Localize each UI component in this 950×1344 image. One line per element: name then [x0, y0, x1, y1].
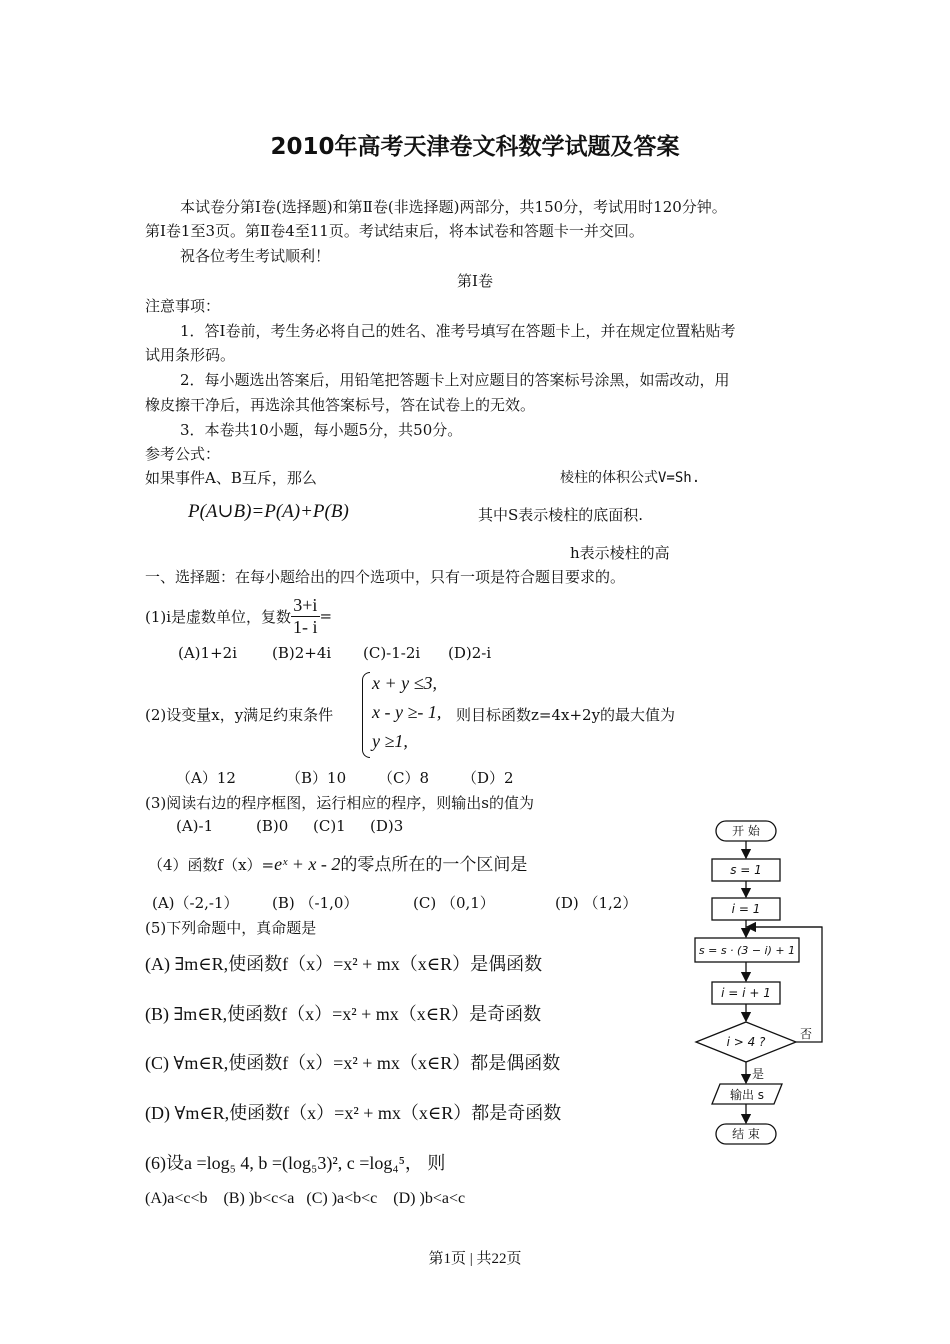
- q1-option-a: (A)1+2i: [178, 644, 237, 662]
- part-one-heading: 一、选择题：在每小题给出的四个选项中，只有一项是符合题目要求的。: [145, 568, 626, 586]
- q1-option-b: (B)2+4i: [272, 644, 332, 662]
- q5-option-d: (D) ∀m∈R,使函数f（x）=x² + mx（x∈R）都是奇函数: [145, 1103, 562, 1123]
- section-title: 第Ⅰ卷: [457, 272, 493, 290]
- q4-expression: eˣ + x - 2: [274, 854, 341, 874]
- q1-numerator: 3+i: [291, 595, 320, 617]
- q3-option-a: (A)-1: [176, 817, 214, 835]
- q2-constraint-2: x - y ≥- 1,: [372, 702, 442, 722]
- q1-equals: =: [319, 607, 333, 625]
- intro-line-2: 第Ⅰ卷1至3页。第Ⅱ卷4至11页。考试结束后，将本试卷和答题卡一并交回。: [145, 222, 644, 240]
- note-2b: 橡皮擦干净后，再选涂其他答案标号，答在试卷上的无效。: [145, 396, 536, 414]
- s-description: 其中S表示棱柱的底面积.: [478, 506, 644, 524]
- fc-incr-label: i = i + 1: [721, 986, 771, 1000]
- notes-heading: 注意事项：: [145, 297, 221, 315]
- events-text: 如果事件A、B互斥，那么: [145, 469, 317, 487]
- note-1b: 试用条形码。: [145, 346, 236, 364]
- note-1a: 1．答Ⅰ卷前，考生务必将自己的姓名、准考号填写在答题卡上，并在规定位置粘贴考: [180, 322, 736, 340]
- q5-option-a: (A) ∃m∈R,使函数f（x）=x² + mx（x∈R）是偶函数: [145, 954, 543, 974]
- fc-no-label: 否: [799, 1027, 813, 1041]
- fc-end-label: 结 束: [732, 1127, 760, 1141]
- q2-tail: 则目标函数z=4x+2y的最大值为: [456, 706, 676, 724]
- question-1: [145, 592, 332, 640]
- q4-option-d: (D) （1,2）: [555, 894, 638, 912]
- probability-formula: P(A∪B)=P(A)+P(B): [188, 501, 349, 522]
- q2-option-d: （D）2: [462, 769, 514, 787]
- q6-stem: (6)设a =log₅ 4, b =(log₅3)², c =log₄⁵， 则: [145, 1153, 446, 1173]
- q4-option-a: (A)（-2,-1）: [152, 894, 239, 912]
- q4-option-c: (C) （0,1）: [413, 894, 495, 912]
- q1-denominator: 1- i: [293, 616, 318, 637]
- page-footer: 第1页 | 共22页: [428, 1251, 522, 1267]
- q4-tail: 的零点所在的一个区间是: [340, 855, 528, 875]
- fc-output-label: 输出 s: [729, 1088, 765, 1102]
- q1-option-c: (C)-1-2i: [363, 644, 421, 662]
- q2-stem: (2)设变量x，y满足约束条件: [145, 706, 334, 724]
- q3-option-c: (C)1: [313, 817, 346, 835]
- prism-formula: 棱柱的体积公式V=Sh.: [560, 470, 701, 486]
- fc-yes-label: 是: [751, 1067, 765, 1081]
- fc-update-label: s = s · (3 − i) + 1: [698, 944, 796, 957]
- q2-constraint-3: y ≥1,: [372, 731, 408, 751]
- intro-line-3: 祝各位考生考试顺利！: [180, 247, 331, 265]
- question-4: [148, 850, 527, 875]
- h-description: h表示棱柱的高: [570, 544, 670, 562]
- program-flowchart: [690, 815, 830, 1155]
- q2-constraint-1: x + y ≤3,: [372, 673, 438, 693]
- note-2a: 2．每小题选出答案后，用铅笔把答题卡上对应题目的答案标号涂黑，如需改动，用: [180, 371, 730, 389]
- q3-option-d: (D)3: [370, 817, 404, 835]
- q1-option-d: (D)2-i: [448, 644, 492, 662]
- note-3: 3．本卷共10小题，每小题5分，共50分。: [180, 421, 463, 439]
- q2-brace: [362, 672, 370, 758]
- q6-options: (A)a<c<b (B) )b<c<a (C) )a<b<c (D) )b<a<c: [145, 1190, 466, 1207]
- fc-i-init-label: i = 1: [731, 902, 761, 916]
- q4-option-b: (B) （-1,0）: [272, 894, 359, 912]
- q3-option-b: (B)0: [256, 817, 289, 835]
- fc-s-init-label: s = 1: [730, 863, 762, 877]
- page-title: 2010年高考天津卷文科数学试题及答案: [270, 134, 680, 160]
- q2-option-b: （B）10: [286, 769, 347, 787]
- q5-option-b: (B) ∃m∈R,使函数f（x）=x² + mx（x∈R）是奇函数: [145, 1004, 542, 1024]
- q2-option-c: （C）8: [378, 769, 430, 787]
- q3-stem: (3)阅读右边的程序框图，运行相应的程序，则输出s的值为: [145, 794, 534, 812]
- q5-option-c: (C) ∀m∈R,使函数f（x）=x² + mx（x∈R）都是偶函数: [145, 1053, 561, 1073]
- fc-start-label: 开 始: [732, 824, 760, 838]
- q1-stem: (1)i是虚数单位，复数: [145, 607, 292, 626]
- intro-line-1: 本试卷分第Ⅰ卷(选择题)和第Ⅱ卷(非选择题)两部分，共150分，考试用时120分钟。: [180, 198, 727, 216]
- q2-option-a: （A）12: [176, 769, 236, 787]
- q4-stem: （4）函数f（x）=: [148, 856, 275, 874]
- fc-condition-label: i > 4 ?: [726, 1035, 766, 1049]
- q5-stem: (5)下列命题中，真命题是: [145, 919, 317, 937]
- formulas-heading: 参考公式：: [145, 445, 221, 463]
- q1-fraction: [291, 595, 320, 638]
